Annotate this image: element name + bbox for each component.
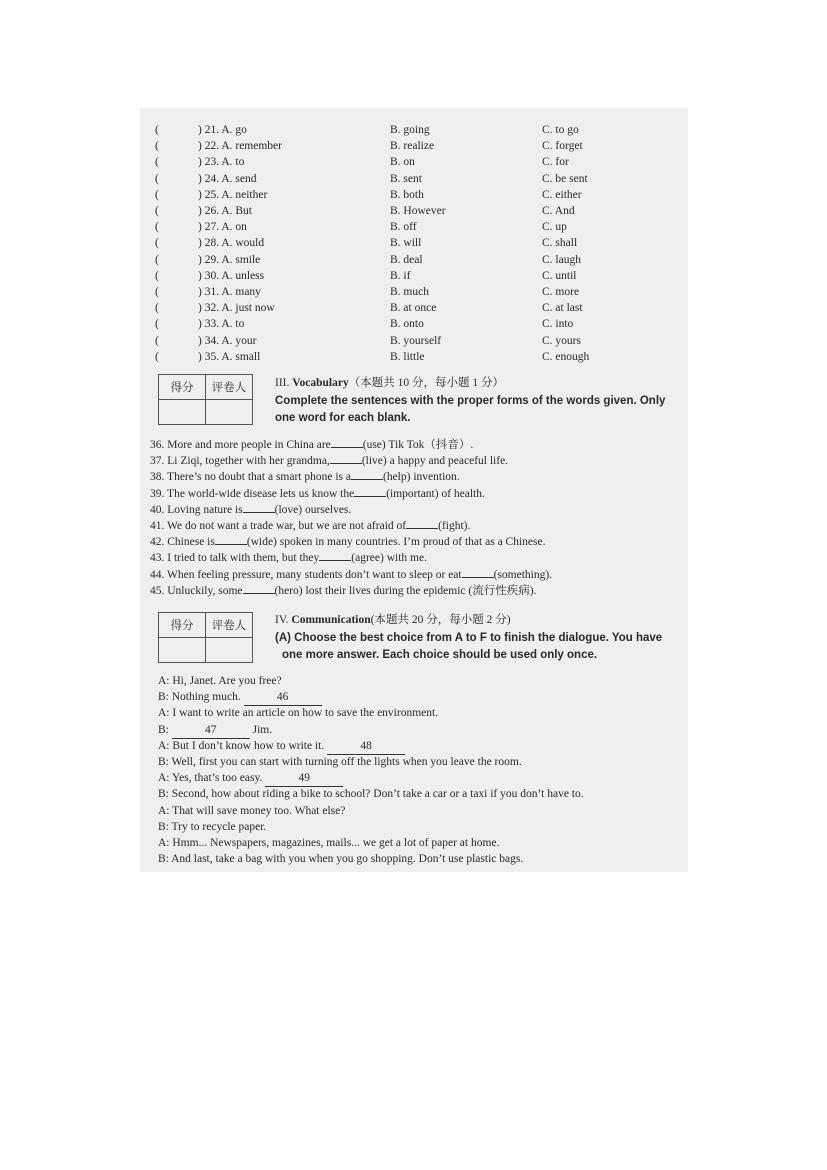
option-b: B. much [390, 286, 429, 298]
question-option-a: ) 27. A. on [198, 221, 247, 234]
vocabulary-question [150, 468, 460, 485]
dialogue-line [158, 835, 499, 851]
score-label: 得分 [159, 613, 206, 638]
dialogue-text-after: Jim. [252, 723, 273, 736]
answer-paren: ( [155, 269, 159, 282]
vocabulary-question [150, 549, 427, 566]
mc-question-row [155, 171, 675, 187]
section-3-instruction: Complete the sentences with the proper forms of the words given. Only one word for each blank. [275, 395, 666, 424]
answer-paren: ( [155, 124, 159, 136]
grader-label: 评卷人 [206, 375, 253, 400]
option-b: B. off [390, 221, 417, 234]
question-text: 40. Loving nature is [150, 503, 243, 516]
dialogue-line [158, 770, 343, 787]
vocabulary-question [150, 533, 545, 550]
option-c: C. And [542, 205, 575, 217]
option-c: C. into [542, 318, 574, 331]
question-hint: (hero) lost their lives during the epidemic (流行性疾病). [274, 584, 537, 597]
answer-paren: ( [155, 205, 159, 217]
vocabulary-question [150, 566, 552, 583]
question-hint: (important) of health. [386, 487, 485, 500]
answer-blank[interactable]: 48 [327, 738, 405, 755]
mc-question-row [155, 349, 675, 365]
question-text: 44. When feeling pressure, many students don’t want to sleep or eat [150, 568, 462, 581]
mc-question-row [155, 252, 675, 268]
score-table-section-4 [158, 612, 253, 663]
dialogue-text: A: Hi, Janet. Are you free? [158, 675, 282, 687]
mc-question-row [155, 316, 675, 332]
mc-question-row [155, 333, 675, 349]
dialogue-line [158, 786, 584, 802]
answer-paren: ( [155, 253, 159, 266]
option-c: C. enough [542, 350, 590, 363]
vocabulary-question [150, 485, 485, 502]
mc-question-row [155, 268, 675, 284]
answer-blank[interactable]: 49 [265, 770, 343, 787]
question-option-a: ) 31. A. many [198, 286, 261, 298]
mc-question-row [155, 235, 675, 251]
question-hint: (wide) spoken in many countries. I’m proud of that as a Chinese. [246, 536, 546, 549]
answer-paren: ( [155, 318, 159, 331]
grader-cell [206, 638, 253, 663]
answer-paren: ( [155, 221, 159, 234]
question-hint: (live) a happy and peaceful life. [361, 455, 509, 468]
answer-blank[interactable] [354, 485, 386, 497]
dialogue-text: B: Well, first you can start with turning off the lights when you leave the room. [158, 756, 522, 768]
dialogue-line [158, 722, 272, 739]
mc-question-row [155, 284, 675, 300]
answer-blank[interactable] [462, 566, 494, 578]
answer-paren: ( [155, 286, 159, 298]
answer-blank[interactable] [406, 517, 438, 529]
option-b: B. However [390, 205, 446, 217]
dialogue-text: B: [158, 723, 169, 736]
mc-question-row [155, 154, 675, 170]
vocabulary-question [150, 517, 470, 534]
mc-question-row [155, 300, 675, 316]
option-c: C. until [542, 269, 577, 282]
answer-paren: ( [155, 237, 159, 250]
option-c: C. be sent [542, 172, 588, 185]
mc-question-row [155, 203, 675, 219]
question-hint: (agree) with me. [351, 552, 427, 565]
question-hint: (something). [493, 568, 553, 581]
question-hint: (use) Tik Tok（抖音）. [362, 439, 474, 451]
dialogue-text: A: That will save money too. What else? [158, 804, 346, 817]
score-cell [159, 638, 206, 663]
score-cell [159, 400, 206, 425]
answer-paren: ( [155, 302, 159, 315]
answer-paren: ( [155, 188, 159, 201]
question-text: 42. Chinese is [150, 536, 215, 549]
mc-question-row [155, 187, 675, 203]
answer-paren: ( [155, 172, 159, 185]
dialogue-text: B: Nothing much. [158, 691, 241, 704]
question-text: 45. Unluckily, some [150, 584, 243, 597]
question-option-a: ) 26. A. But [198, 205, 252, 217]
dialogue-text: A: Hmm... Newspapers, magazines, mails... we get a lot of paper at home. [158, 837, 500, 849]
option-c: C. more [542, 286, 580, 298]
option-b: B. deal [390, 253, 423, 266]
dialogue-text: A: I want to write an article on how to save the environment. [158, 707, 439, 720]
option-b: B. onto [390, 318, 424, 331]
answer-blank[interactable] [215, 533, 247, 545]
question-option-a: ) 23. A. to [198, 156, 245, 169]
question-option-a: ) 30. A. unless [198, 269, 265, 282]
question-option-a: ) 21. A. go [198, 124, 247, 136]
question-option-a: ) 25. A. neither [198, 188, 268, 201]
question-text: 41. We do not want a trade war, but we are not afraid of [150, 520, 407, 532]
question-text: 43. I tried to talk with them, but they [150, 552, 320, 565]
answer-blank[interactable] [351, 468, 383, 480]
dialogue-text: B: And last, take a bag with you when you go shopping. Don’t use plastic bags. [158, 853, 524, 866]
dialogue-line [158, 738, 405, 755]
option-c: C. yours [542, 334, 581, 347]
vocabulary-question [150, 501, 351, 518]
option-c: C. forget [542, 140, 583, 153]
option-c: C. for [542, 156, 569, 169]
section-4-instruction: (A) Choose the best choice from A to F to finish the dialogue. You have one more answer. Each choice should be used only once. [275, 632, 663, 661]
answer-blank[interactable] [243, 501, 275, 513]
option-b: B. sent [390, 172, 422, 185]
question-option-a: ) 22. A. remember [198, 140, 282, 153]
option-c: C. up [542, 221, 567, 234]
question-option-a: ) 24. A. send [198, 172, 257, 185]
answer-blank[interactable]: 46 [244, 689, 322, 706]
answer-paren: ( [155, 334, 159, 347]
answer-blank[interactable] [330, 452, 362, 464]
answer-paren: ( [155, 350, 159, 363]
dialogue-line [158, 851, 523, 867]
answer-paren: ( [155, 156, 159, 169]
answer-blank[interactable] [331, 436, 363, 448]
score-label: 得分 [159, 375, 206, 400]
dialogue-line [158, 819, 266, 835]
dialogue-line [158, 705, 438, 721]
question-option-a: ) 35. A. small [198, 350, 261, 363]
question-option-a: ) 29. A. smile [198, 253, 261, 266]
option-c: C. at last [542, 302, 583, 315]
question-option-a: ) 28. A. would [198, 237, 265, 250]
dialogue-text: B: Second, how about riding a bike to school? Don’t take a car or a taxi if you don’t have to. [158, 788, 584, 801]
question-text: 38. There’s no doubt that a smart phone is a [150, 471, 351, 484]
dialogue-text: B: Try to recycle paper. [158, 820, 267, 833]
dialogue-line [158, 803, 345, 819]
grader-label: 评卷人 [206, 613, 253, 638]
answer-blank[interactable] [243, 582, 275, 594]
option-b: B. on [390, 156, 415, 169]
question-hint: (fight). [438, 520, 471, 532]
option-c: C. to go [542, 124, 579, 136]
question-hint: (help) invention. [383, 471, 460, 484]
question-text: 36. More and more people in China are [150, 439, 331, 451]
option-b: B. will [390, 237, 422, 250]
section-3-title: III. Vocabulary（本题共 10 分，每小题 1 分） [275, 377, 504, 389]
option-c: C. either [542, 188, 582, 201]
option-b: B. realize [390, 140, 435, 153]
option-b: B. little [390, 350, 425, 363]
question-text: 37. Li Ziqi, together with her grandma, [150, 455, 330, 468]
vocabulary-question [150, 452, 508, 469]
dialogue-text: A: Yes, that’s too easy. [158, 772, 263, 785]
question-option-a: ) 32. A. just now [198, 302, 275, 315]
option-b: B. yourself [390, 334, 442, 347]
option-b: B. going [390, 124, 430, 136]
answer-blank[interactable]: 47 [172, 722, 250, 739]
vocabulary-question [150, 582, 536, 599]
mc-question-row [155, 138, 675, 154]
option-b: B. if [390, 269, 411, 282]
answer-blank[interactable] [319, 549, 351, 561]
option-b: B. at once [390, 302, 437, 315]
grader-cell [206, 400, 253, 425]
dialogue-line [158, 673, 282, 689]
dialogue-line [158, 689, 322, 706]
option-c: C. shall [542, 237, 578, 250]
dialogue-line [158, 754, 522, 770]
answer-paren: ( [155, 140, 159, 153]
score-table-section-3 [158, 374, 253, 425]
mc-question-row [155, 219, 675, 235]
question-option-a: ) 33. A. to [198, 318, 245, 331]
section-4-title: IV. Communication(本题共 20 分，每小题 2 分) [275, 614, 511, 626]
dialogue-text: A: But I don’t know how to write it. [158, 739, 325, 752]
question-text: 39. The world-wide disease lets us know the [150, 487, 355, 500]
option-b: B. both [390, 188, 424, 201]
option-c: C. laugh [542, 253, 581, 266]
mc-question-row [155, 122, 675, 138]
vocabulary-question [150, 436, 473, 453]
question-option-a: ) 34. A. your [198, 334, 257, 347]
question-hint: (love) ourselves. [274, 503, 352, 516]
